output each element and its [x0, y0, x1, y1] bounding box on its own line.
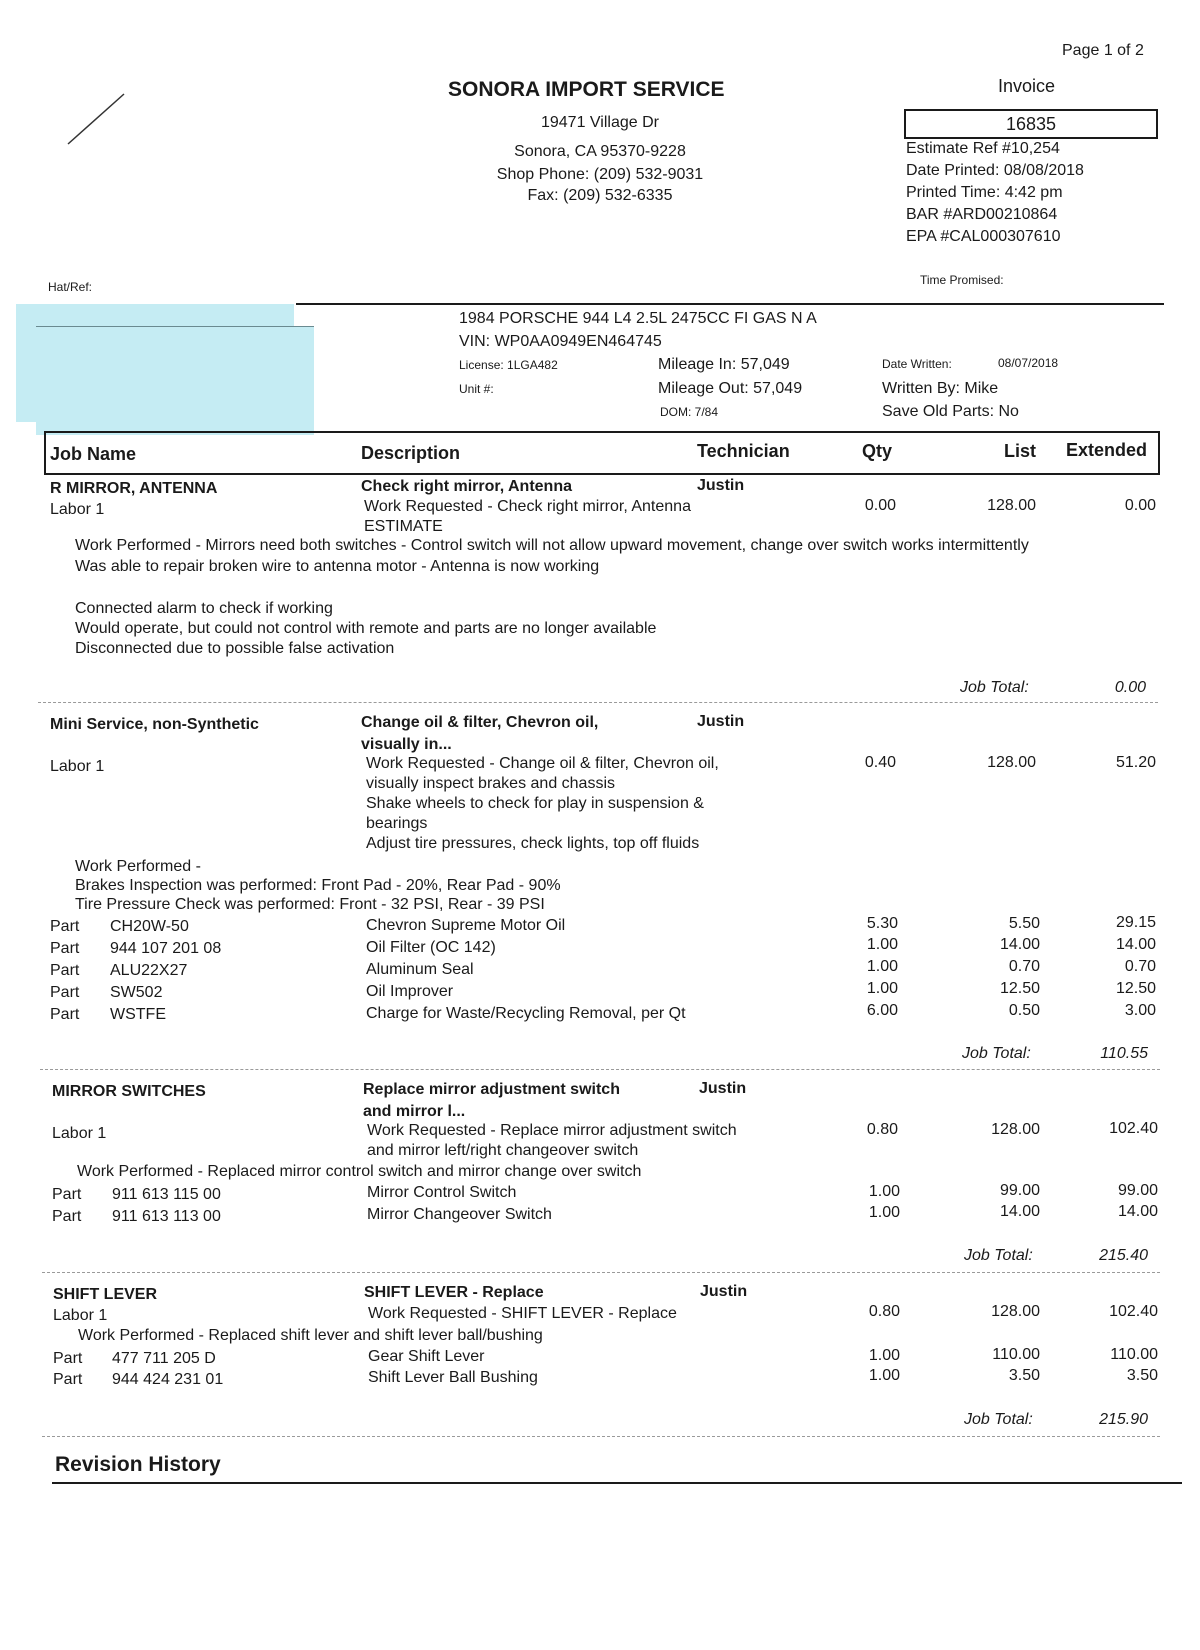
labor-extended: 102.40: [1109, 1120, 1158, 1137]
col-extended: Extended: [1066, 440, 1148, 460]
col-qty: Qty: [862, 441, 893, 461]
part-list: 110.00: [992, 1346, 1040, 1363]
labor-qty: 0.40: [864, 754, 896, 771]
job-description: Change oil & filter, Chevron oil,: [361, 714, 599, 731]
part-label: Part: [50, 918, 80, 935]
part-label: Part: [50, 940, 80, 957]
labor-list: 128.00: [991, 1121, 1040, 1138]
part-description: Mirror Changeover Switch: [367, 1206, 552, 1223]
labor-line: and mirror left/right changeover switch: [367, 1142, 639, 1159]
part-label: Part: [53, 1350, 83, 1367]
job-total-label: Job Total:: [964, 1411, 1033, 1428]
job-separator: [38, 702, 1158, 703]
part-number: SW502: [110, 984, 163, 1001]
work-note: Disconnected due to possible false activation: [75, 640, 395, 657]
job-technician: Justin: [697, 713, 745, 730]
work-note: Work Performed - Mirrors need both switches - Control switch will not allow upward movement, change over switch works intermittently: [75, 537, 1029, 554]
part-description: Shift Lever Ball Bushing: [368, 1369, 538, 1386]
job-description: Replace mirror adjustment switch: [363, 1081, 620, 1098]
part-qty: 1.00: [866, 936, 898, 953]
labor-qty: 0.80: [868, 1303, 900, 1320]
job-total-label: Job Total:: [960, 679, 1029, 696]
part-extended: 110.00: [1110, 1346, 1158, 1363]
invoice-number: 16835: [1005, 114, 1057, 134]
footer-rule: [52, 1482, 1182, 1484]
labor-work-requested: Work Requested - SHIFT LEVER - Replace: [368, 1305, 677, 1322]
part-number: 911 613 115 00: [112, 1186, 221, 1203]
date-printed: Date Printed: 08/08/2018: [906, 162, 1084, 179]
part-qty: 1.00: [866, 980, 898, 997]
part-description: Aluminum Seal: [366, 961, 474, 978]
labor-line: Adjust tire pressures, check lights, top off fluids: [366, 835, 700, 852]
labor-extended: 51.20: [1115, 754, 1156, 771]
part-list: 14.00: [999, 1203, 1040, 1220]
labor-label: Labor 1: [50, 758, 105, 775]
part-label: Part: [50, 1006, 80, 1023]
part-extended: 14.00: [1117, 1203, 1158, 1220]
part-description: Oil Filter (OC 142): [366, 939, 496, 956]
col-job-name: Job Name: [50, 444, 137, 464]
pen-mark: [60, 90, 130, 150]
shop-phone: Shop Phone: (209) 532-9031: [496, 166, 704, 183]
part-description: Chevron Supreme Motor Oil: [366, 917, 566, 934]
work-note: Work Performed -: [75, 858, 201, 875]
part-extended: 99.00: [1117, 1182, 1158, 1199]
labor-qty: 0.80: [866, 1121, 898, 1138]
labor-label: Labor 1: [52, 1125, 107, 1142]
part-list: 14.00: [999, 936, 1040, 953]
job-technician: Justin: [697, 477, 745, 494]
epa-number: EPA #CAL000307610: [906, 228, 1061, 245]
part-extended: 3.50: [1126, 1367, 1158, 1384]
job-name: SHIFT LEVER: [53, 1286, 158, 1303]
work-note: Tire Pressure Check was performed: Front - 32 PSI, Rear - 39 PSI: [75, 896, 545, 913]
part-label: Part: [52, 1186, 82, 1203]
doc-type: Invoice: [998, 76, 1056, 96]
part-qty: 1.00: [868, 1183, 900, 1200]
job-name: R MIRROR, ANTENNA: [50, 480, 218, 497]
part-list: 5.50: [1008, 915, 1040, 932]
part-description: Gear Shift Lever: [368, 1348, 485, 1365]
labor-work-requested: Work Requested - Check right mirror, Antenna: [364, 498, 691, 515]
job-separator: [40, 1069, 1160, 1070]
job-total: 110.55: [1100, 1045, 1148, 1062]
col-description: Description: [361, 443, 461, 463]
part-extended: 14.00: [1115, 936, 1156, 953]
mileage-in: Mileage In: 57,049: [658, 356, 790, 373]
job-total-label: Job Total:: [962, 1045, 1031, 1062]
vehicle-description: 1984 PORSCHE 944 L4 2.5L 2475CC FI GAS N A: [459, 310, 817, 327]
revision-history-heading: Revision History: [55, 1453, 221, 1476]
vehicle-license: License: 1LGA482: [459, 358, 558, 372]
job-description: SHIFT LEVER - Replace: [364, 1284, 544, 1301]
shop-name: SONORA IMPORT SERVICE: [448, 78, 725, 101]
job-name: Mini Service, non-Synthetic: [50, 716, 259, 733]
part-qty: 1.00: [868, 1204, 900, 1221]
part-qty: 1.00: [868, 1367, 900, 1384]
work-note: Brakes Inspection was performed: Front Pad - 20%, Rear Pad - 90%: [75, 877, 561, 894]
job-total: 215.40: [1099, 1247, 1148, 1264]
part-list: 0.50: [1008, 1002, 1040, 1019]
labor-list: 128.00: [987, 497, 1036, 514]
job-description: Check right mirror, Antenna: [361, 478, 572, 495]
part-number: 477 711 205 D: [112, 1350, 216, 1367]
col-list: List: [1003, 441, 1036, 461]
date-written-label: Date Written:: [882, 357, 952, 371]
labor-line: bearings: [366, 815, 428, 832]
part-number: CH20W-50: [110, 918, 189, 935]
written-by: Written By: Mike: [882, 380, 999, 397]
job-description-2: and mirror l...: [363, 1103, 466, 1120]
labor-extended: 0.00: [1124, 497, 1156, 514]
redacted-customer-info-2: [36, 326, 314, 435]
estimate-ref: Estimate Ref #10,254: [906, 140, 1060, 157]
time-promised-label: Time Promised:: [920, 273, 1004, 287]
part-description: Mirror Control Switch: [367, 1184, 517, 1201]
job-separator: [42, 1272, 1160, 1273]
header-rule: [296, 303, 1164, 305]
dom: DOM: 7/84: [660, 405, 719, 419]
labor-extended: 102.40: [1109, 1303, 1158, 1320]
part-extended: 12.50: [1115, 980, 1156, 997]
job-description-2: visually in...: [361, 736, 452, 753]
page-number: Page 1 of 2: [1062, 42, 1144, 59]
labor-list: 128.00: [987, 754, 1036, 771]
part-label: Part: [50, 962, 80, 979]
labor-line: visually inspect brakes and chassis: [366, 775, 616, 792]
work-note: Was able to repair broken wire to antenna motor - Antenna is now working: [75, 558, 600, 575]
work-note: Would operate, but could not control with remote and parts are no longer available: [75, 620, 657, 637]
work-note: Work Performed - Replaced mirror control switch and mirror change over switch: [77, 1163, 642, 1180]
save-old-parts: Save Old Parts: No: [882, 403, 1019, 420]
job-total-label: Job Total:: [964, 1247, 1033, 1264]
work-note: Work Performed - Replaced shift lever and shift lever ball/bushing: [78, 1327, 543, 1344]
date-written: 08/07/2018: [998, 356, 1059, 370]
part-number: 911 613 113 00: [112, 1208, 221, 1225]
vehicle-vin: VIN: WP0AA0949EN464745: [459, 333, 662, 350]
part-qty: 5.30: [866, 915, 898, 932]
labor-list: 128.00: [991, 1303, 1040, 1320]
job-total: 0.00: [1114, 679, 1146, 696]
printed-time: Printed Time: 4:42 pm: [906, 184, 1063, 201]
part-qty: 6.00: [866, 1002, 898, 1019]
bar-number: BAR #ARD00210864: [906, 206, 1058, 223]
hat-ref-label: Hat/Ref:: [48, 280, 93, 294]
part-list: 12.50: [999, 980, 1040, 997]
col-technician: Technician: [697, 441, 790, 461]
part-number: 944 424 231 01: [112, 1371, 224, 1388]
labor-label: Labor 1: [53, 1307, 108, 1324]
job-name: MIRROR SWITCHES: [52, 1083, 206, 1100]
part-description: Oil Improver: [366, 983, 454, 1000]
part-list: 0.70: [1008, 958, 1040, 975]
part-list: 99.00: [999, 1182, 1040, 1199]
part-number: WSTFE: [110, 1006, 166, 1023]
part-qty: 1.00: [866, 958, 898, 975]
shop-address-2: Sonora, CA 95370-9228: [514, 143, 686, 160]
labor-line: Work Requested - Change oil & filter, Chevron oil,: [366, 755, 719, 772]
job-technician: Justin: [700, 1283, 748, 1300]
part-list: 3.50: [1008, 1367, 1040, 1384]
shop-fax: Fax: (209) 532-6335: [527, 187, 673, 204]
part-extended: 29.15: [1115, 914, 1156, 931]
job-technician: Justin: [699, 1080, 747, 1097]
labor-line: Shake wheels to check for play in suspension &: [366, 795, 704, 812]
part-description: Charge for Waste/Recycling Removal, per Qt: [366, 1005, 686, 1022]
job-total: 215.90: [1099, 1411, 1148, 1428]
labor-qty: 0.00: [864, 497, 896, 514]
labor-label: Labor 1: [50, 501, 105, 518]
part-label: Part: [50, 984, 80, 1001]
mileage-out: Mileage Out: 57,049: [658, 380, 803, 397]
work-note: Connected alarm to check if working: [75, 600, 333, 617]
shop-address-1: 19471 Village Dr: [540, 114, 659, 131]
labor-line: Work Requested - Replace mirror adjustment switch: [367, 1122, 737, 1139]
labor-estimate: ESTIMATE: [364, 518, 443, 535]
part-label: Part: [53, 1371, 83, 1388]
part-number: 944 107 201 08: [110, 940, 222, 957]
part-qty: 1.00: [868, 1347, 900, 1364]
part-extended: 0.70: [1124, 958, 1156, 975]
part-number: ALU22X27: [110, 962, 188, 979]
job-separator: [42, 1436, 1160, 1437]
vehicle-unit: Unit #:: [459, 382, 494, 396]
part-extended: 3.00: [1124, 1002, 1156, 1019]
part-label: Part: [52, 1208, 82, 1225]
invoice-number-box: [904, 109, 1158, 139]
